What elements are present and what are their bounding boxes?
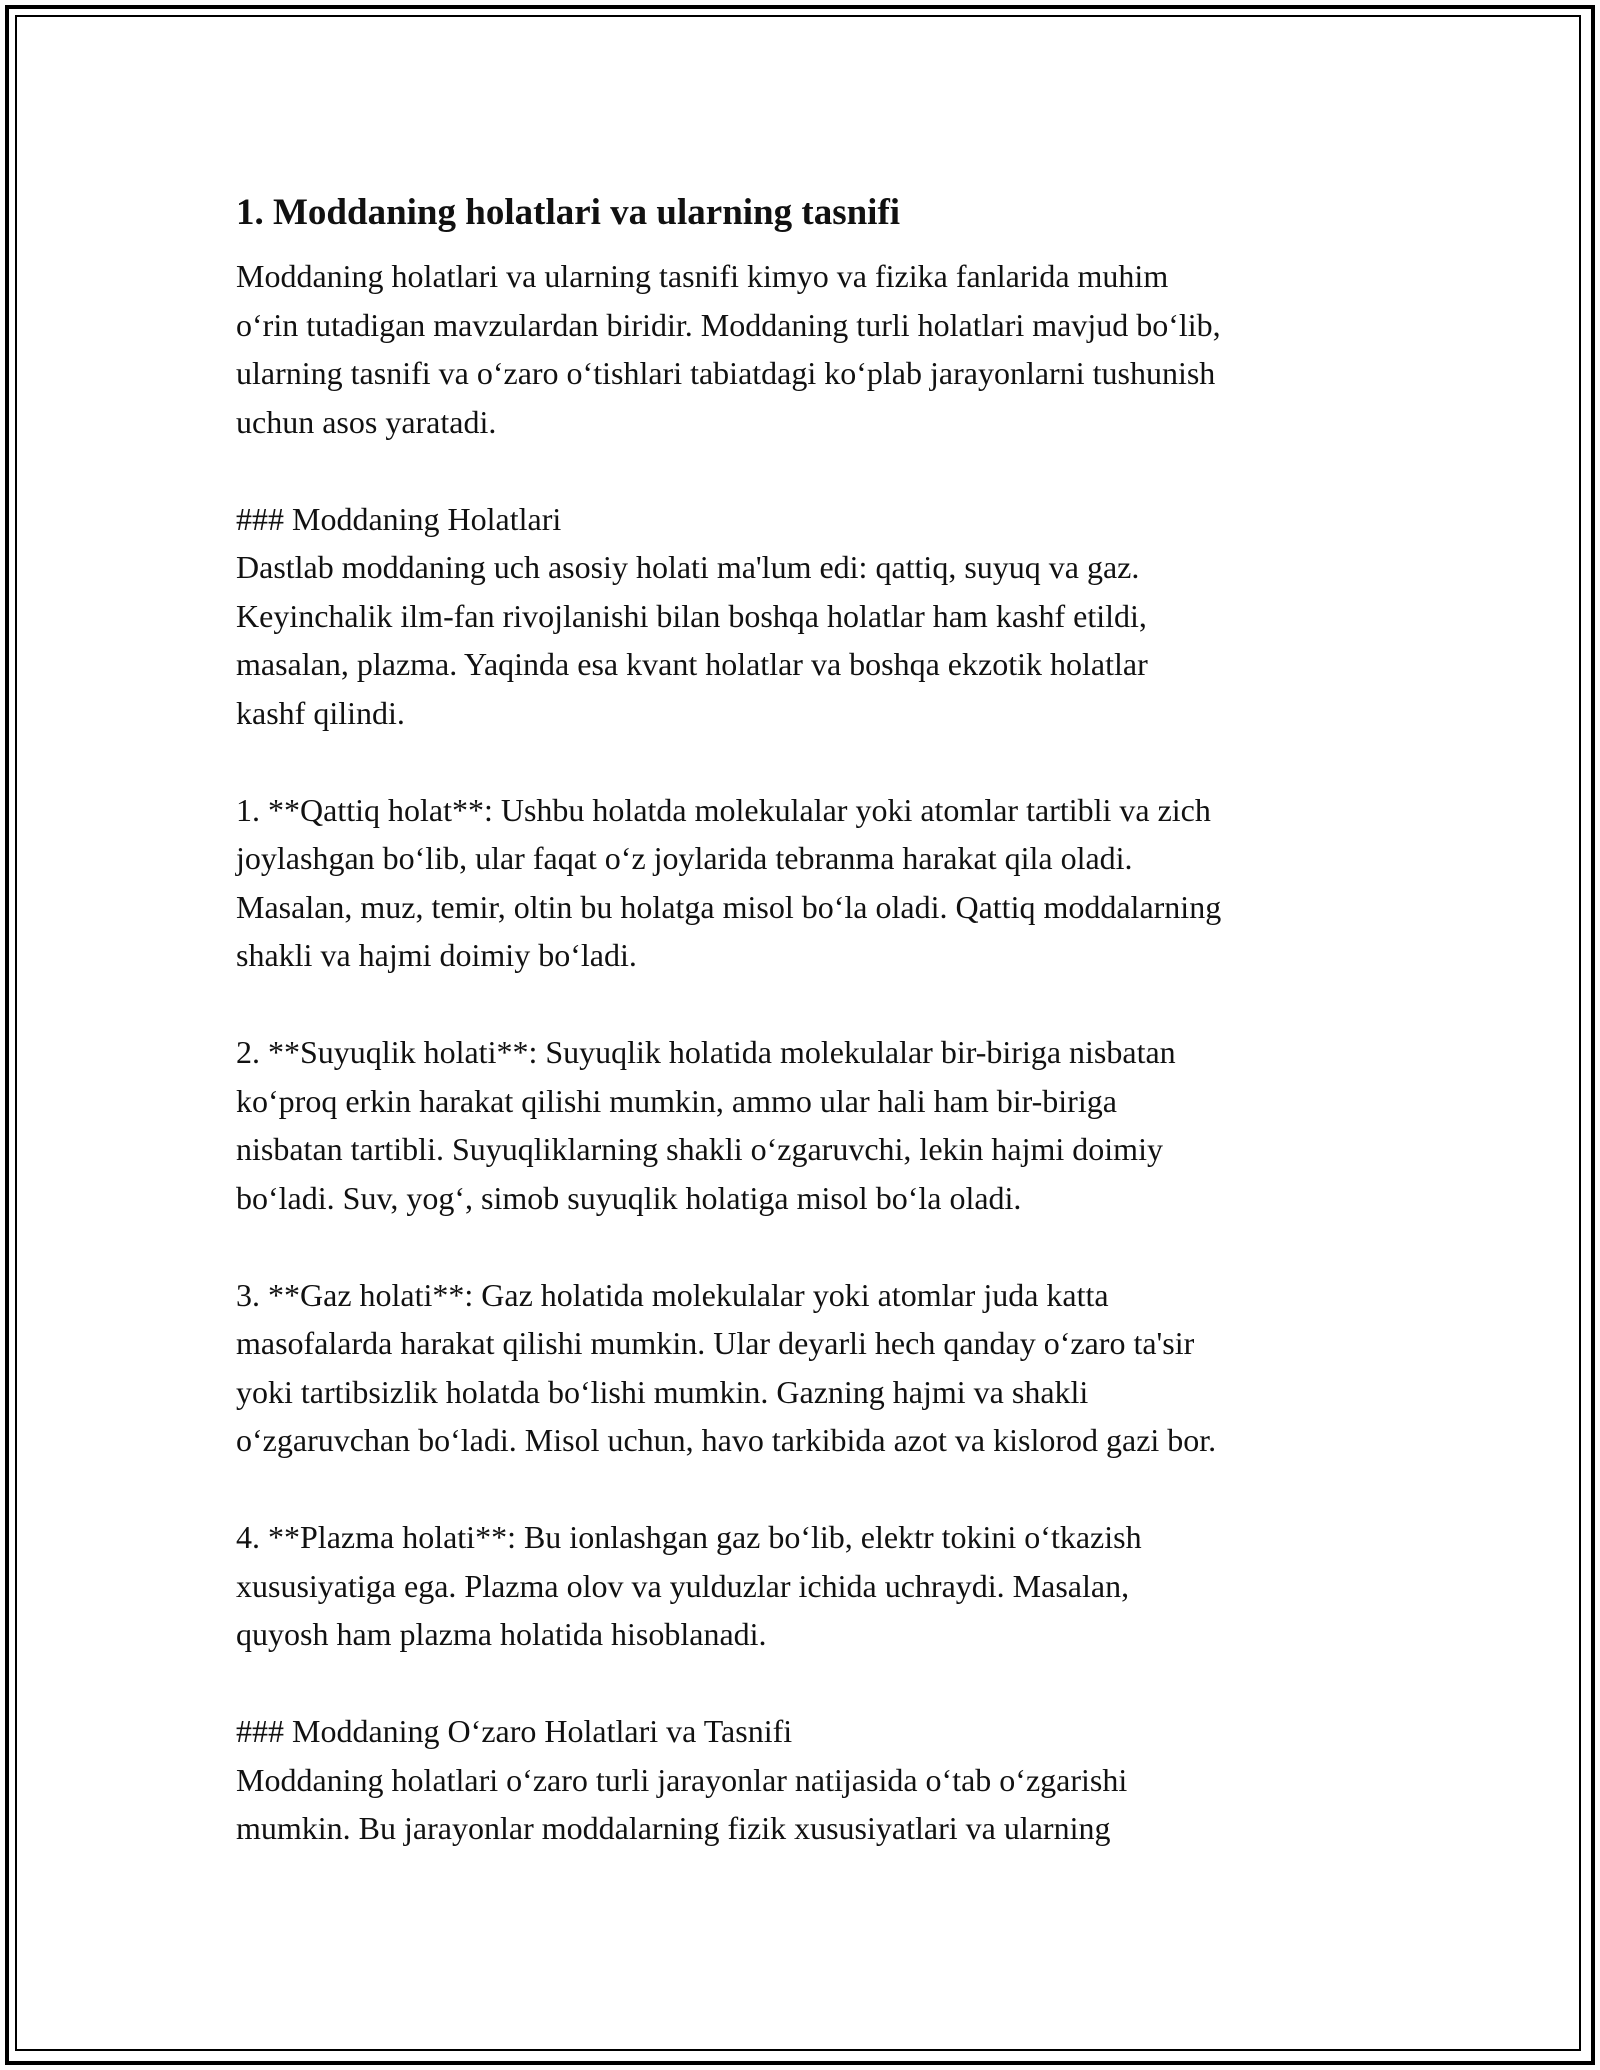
text-line: Masalan, muz, temir, oltin bu holatga misol bo‘la oladi. Qattiq moddalarning [236, 888, 1222, 925]
paragraph [236, 786, 1396, 980]
text-line: masalan, plazma. Yaqinda esa kvant holatlar va boshqa ekzotik holatlar [236, 646, 1148, 682]
paragraph [236, 1271, 1396, 1465]
text-line: 3. **Gaz holati**: Gaz holatida molekulalar yoki atomlar juda katta [236, 1276, 1109, 1313]
text-line: ko‘proq erkin harakat qilishi mumkin, ammo ular hali ham bir-biriga [236, 1082, 1117, 1119]
text-line: ularning tasnifi va o‘zaro o‘tishlari tabiatdagi ko‘plab jarayonlarni tushunish [236, 355, 1216, 391]
text-line: ### Moddaning Holatlari [236, 500, 562, 537]
text-line: quyosh ham plazma holatida hisoblanadi. [236, 1616, 767, 1652]
text-line: Moddaning holatlari o‘zaro turli jarayonlar natijasida o‘tab o‘zgarishi [236, 1761, 1128, 1798]
text-line: 1. **Qattiq holat**: Ushbu holatda molekulalar yoki atomlar tartibli va zich [236, 791, 1211, 828]
text-line: masofalarda harakat qilishi mumkin. Ular deyarli hech qanday o‘zaro ta'sir [236, 1325, 1195, 1361]
paragraph [236, 495, 1396, 738]
text-line: ### Moddaning O‘zaro Holatlari va Tasnifi [236, 1713, 793, 1749]
text-line: joylashgan bo‘lib, ular faqat o‘z joylarida tebranma harakat qila oladi. [236, 840, 1133, 876]
document-body [236, 184, 1396, 1901]
text-line: nisbatan tartibli. Suyuqliklarning shakli o‘zgaruvchi, lekin hajmi doimiy [236, 1131, 1163, 1167]
text-line: yoki tartibsizlik holatda bo‘lishi mumkin. Gazning hajmi va shakli [236, 1373, 1089, 1410]
text-line: mumkin. Bu jarayonlar moddalarning fizik xususiyatlari va ularning [236, 1810, 1111, 1846]
text-line: o‘zgaruvchan bo‘ladi. Misol uchun, havo tarkibida azot va kislorod gazi bor. [236, 1422, 1217, 1458]
document-title: 1. Moddaning holatlari va ularning tasnifi [236, 192, 901, 233]
text-line: o‘rin tutadigan mavzulardan biridir. Moddaning turli holatlari mavjud bo‘lib, [236, 306, 1221, 343]
text-line: Dastlab moddaning uch asosiy holati ma'lum edi: qattiq, suyuq va gaz. [236, 549, 1140, 585]
text-line: uchun asos yaratadi. [236, 403, 497, 440]
text-line: shakli va hajmi doimiy bo‘ladi. [236, 937, 637, 973]
paragraph [236, 1028, 1396, 1222]
paragraph [236, 1707, 1396, 1853]
text-line: xususiyatiga ega. Plazma olov va yulduzlar ichida uchraydi. Masalan, [236, 1567, 1130, 1604]
text-line: 2. **Suyuqlik holati**: Suyuqlik holatida molekulalar bir-biriga nisbatan [236, 1034, 1176, 1070]
text-line: Keyinchalik ilm-fan rivojlanishi bilan boshqa holatlar ham kashf etildi, [236, 597, 1147, 634]
paragraph [236, 252, 1396, 446]
text-line: Moddaning holatlari va ularning tasnifi kimyo va fizika fanlarida muhim [236, 258, 1169, 294]
text-line: 4. **Plazma holati**: Bu ionlashgan gaz bo‘lib, elektr tokini o‘tkazish [236, 1519, 1142, 1555]
text-line: bo‘ladi. Suv, yog‘, simob suyuqlik holatiga misol bo‘la oladi. [236, 1179, 1022, 1216]
paragraph [236, 1513, 1396, 1659]
paragraph-list [236, 252, 1396, 1853]
text-line: kashf qilindi. [236, 694, 405, 731]
